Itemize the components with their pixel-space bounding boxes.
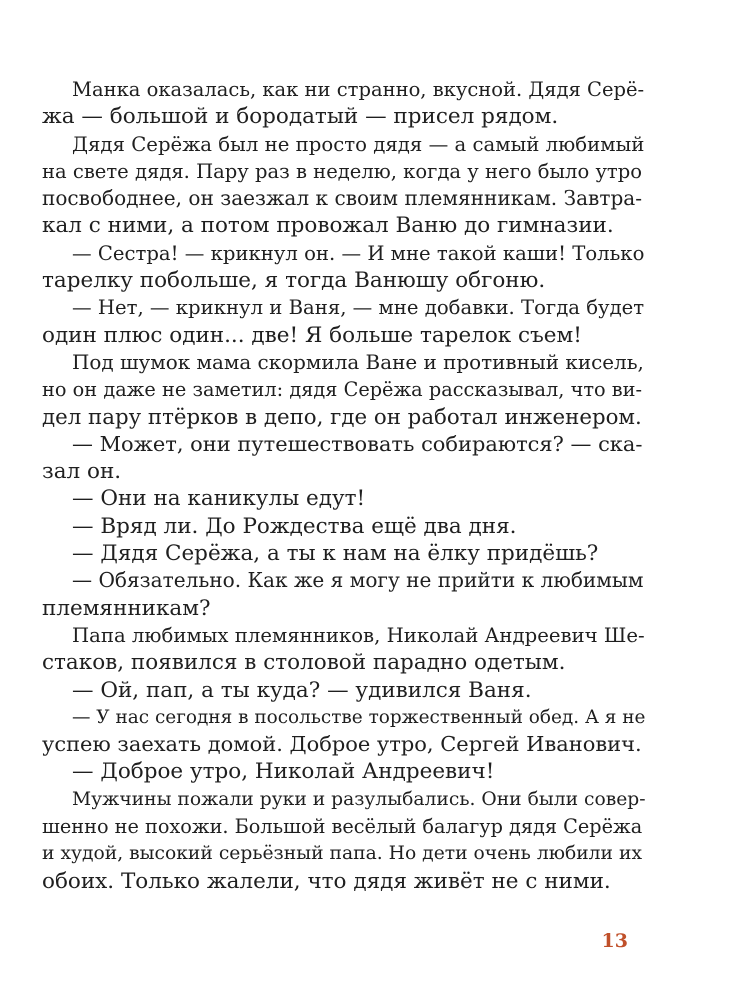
text-line: но он даже не заметил: дядя Серёжа рассказывал, что ви- [42, 378, 642, 402]
text-line: — Может, они путешествовать собираются? — ска- [72, 431, 643, 456]
text-line: племянникам? [42, 595, 211, 621]
text-line: обоих. Только жалели, что дядя живёт не с ними. [42, 868, 611, 894]
text-line: кал с ними, а потом провожал Ваню до гимназии. [42, 213, 614, 239]
text-line: — Нет, — крикнул и Ваня, — мне добавки. Тогда будет [72, 296, 645, 320]
text-line: — У нас сегодня в посольстве торжественный обед. А я не [72, 706, 646, 728]
text-line: Под шумок мама скормила Ване и противный кисель, [72, 350, 644, 374]
text-line: и худой, высокий серьёзный папа. Но дети очень любили их [42, 843, 642, 865]
text-line: Мужчины пожали руки и разулыбались. Они были совер- [72, 788, 646, 810]
text-line: успею заехать домой. Доброе утро, Сергей Иванович. [42, 732, 642, 757]
text-line: — Дядя Серёжа, а ты к нам на ёлку придёшь? [72, 541, 599, 567]
body-text [42, 76, 646, 895]
text-line: — Обязательно. Как же я могу не прийти к любимым [72, 568, 644, 593]
text-line: Манка оказалась, как ни странно, вкусной. Дядя Серё- [72, 78, 645, 101]
text-line: зал он. [42, 459, 122, 485]
text-line: тарелку побольше, я тогда Ванюшу обгоню. [42, 268, 546, 294]
text-line: Папа любимых племянников, Николай Андреевич Ше- [72, 623, 645, 647]
text-line: — Доброе утро, Николай Андреевич! [72, 759, 495, 785]
text-line: шенно не похожи. Большой весёлый балагур дядя Серёжа [42, 815, 643, 839]
text-line: — Они на каникулы едут! [72, 486, 366, 512]
text-line: — Ой, пап, а ты куда? — удивился Ваня. [72, 677, 532, 703]
text-line: на свете дядя. Пару раз в неделю, когда у него было утро [42, 159, 642, 183]
text-line: посвободнее, он заезжал к своим племянникам. Завтра- [42, 186, 642, 211]
text-line: Дядя Серёжа был не просто дядя — а самый любимый [72, 132, 645, 156]
text-line: жа — большой и бородатый — присел рядом. [42, 104, 559, 130]
text-line: дел пару птёрков в депо, где он работал инженером. [42, 404, 642, 430]
text-line: один плюс один... две! Я больше тарелок съем! [42, 322, 582, 348]
text-line: стаков, появился в столовой парадно одетым. [42, 650, 566, 676]
text-line: — Вряд ли. До Рождества ещё два дня. [72, 513, 517, 539]
text-line: — Сестра! — крикнул он. — И мне такой каши! Только [72, 241, 645, 265]
page-number: 13 [601, 930, 628, 952]
